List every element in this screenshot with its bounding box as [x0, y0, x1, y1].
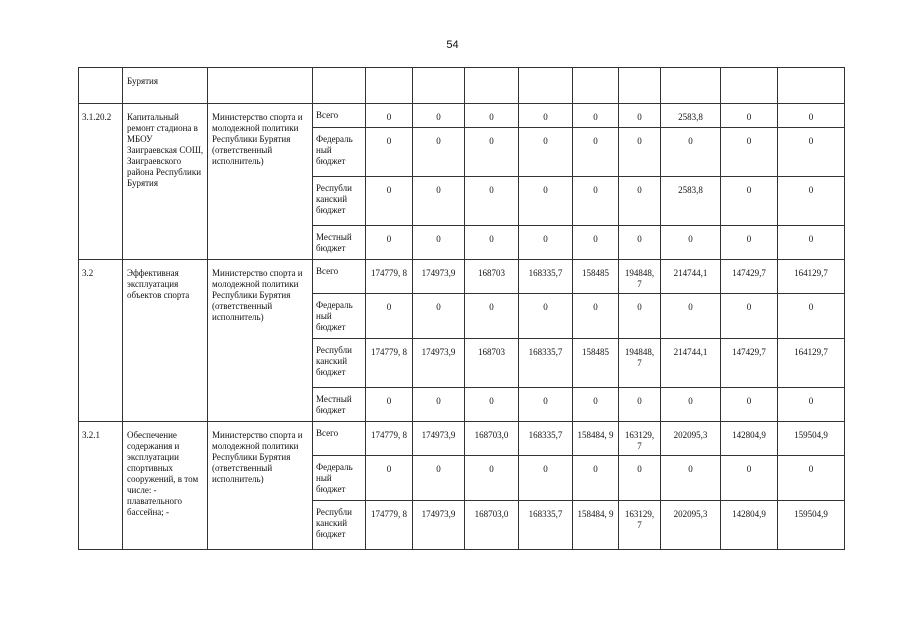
value-cell: 158485 — [573, 339, 619, 388]
value-cell: 174973,9 — [413, 422, 465, 456]
value-cell: 0 — [721, 128, 778, 177]
value-cell: 0 — [465, 456, 519, 501]
value-cell: 2583,8 — [661, 104, 721, 128]
table-cell — [619, 68, 661, 104]
value-cell: 2583,8 — [661, 177, 721, 226]
value-cell: 0 — [465, 226, 519, 260]
value-cell: 174779, 8 — [366, 422, 413, 456]
value-cell: 174779, 8 — [366, 260, 413, 294]
name-cell: Обеспечение содержания и эксплуатации спортивных сооружений, в том числе: - плавательного бассейна; - — [123, 422, 208, 550]
page-number: 54 — [446, 39, 459, 51]
value-cell: 0 — [778, 456, 845, 501]
value-cell: 0 — [619, 456, 661, 501]
value-cell: 158484, 9 — [573, 422, 619, 456]
value-cell: 0 — [413, 104, 465, 128]
value-cell: 0 — [721, 226, 778, 260]
table-row — [79, 260, 845, 294]
table-row — [79, 422, 845, 456]
value-cell: 158485 — [573, 260, 619, 294]
value-cell: 168703 — [465, 339, 519, 388]
value-cell: 168335,7 — [519, 339, 573, 388]
budget-label-cell: Всего — [313, 422, 366, 456]
table-cell — [79, 68, 123, 104]
name-cell: Капитальный ремонт стадиона в МБОУ Заиграевская СОШ, Заиграевского района Республики Бурятия — [123, 104, 208, 260]
value-cell: 0 — [661, 388, 721, 422]
value-cell: 159504,9 — [778, 422, 845, 456]
value-cell: 0 — [519, 104, 573, 128]
value-cell: 0 — [519, 177, 573, 226]
value-cell: 0 — [413, 177, 465, 226]
value-cell: 0 — [465, 104, 519, 128]
value-cell: 0 — [366, 388, 413, 422]
value-cell: 174973,9 — [413, 339, 465, 388]
table-cell — [313, 68, 366, 104]
value-cell: 0 — [573, 456, 619, 501]
name-cell: Эффективная эксплуатация объектов спорта — [123, 260, 208, 422]
value-cell: 0 — [721, 294, 778, 339]
value-cell: 168335,7 — [519, 501, 573, 550]
value-cell: 0 — [366, 226, 413, 260]
value-cell: 0 — [661, 294, 721, 339]
value-cell: 0 — [573, 177, 619, 226]
budget-label-cell: Федераль ный бюджет — [313, 294, 366, 339]
budget-label-cell: Федераль ный бюджет — [313, 456, 366, 501]
value-cell: 164129,7 — [778, 339, 845, 388]
value-cell: 0 — [519, 388, 573, 422]
value-cell: 159504,9 — [778, 501, 845, 550]
value-cell: 0 — [366, 177, 413, 226]
value-cell: 0 — [413, 294, 465, 339]
value-cell: 0 — [465, 388, 519, 422]
value-cell: 0 — [413, 388, 465, 422]
value-cell: 142804,9 — [721, 501, 778, 550]
value-cell: 0 — [721, 456, 778, 501]
value-cell: 0 — [661, 226, 721, 260]
budget-label-cell: Республи канский бюджет — [313, 339, 366, 388]
value-cell: 174779, 8 — [366, 501, 413, 550]
value-cell: 0 — [619, 294, 661, 339]
value-cell: 0 — [721, 104, 778, 128]
value-cell: 0 — [519, 128, 573, 177]
value-cell: 163129, 7 — [619, 422, 661, 456]
value-cell: 174779, 8 — [366, 339, 413, 388]
code-cell: 3.1.20.2 — [79, 104, 123, 260]
value-cell: 0 — [573, 104, 619, 128]
value-cell: 0 — [619, 177, 661, 226]
value-cell: 0 — [465, 177, 519, 226]
budget-table — [78, 67, 845, 550]
budget-label-cell: Всего — [313, 104, 366, 128]
table-cell — [413, 68, 465, 104]
budget-label-cell: Местный бюджет — [313, 388, 366, 422]
value-cell: 214744,1 — [661, 339, 721, 388]
value-cell: 0 — [573, 388, 619, 422]
value-cell: 147429,7 — [721, 339, 778, 388]
budget-label-cell: Республи канский бюджет — [313, 501, 366, 550]
value-cell: 0 — [721, 177, 778, 226]
value-cell: 0 — [721, 388, 778, 422]
value-cell: 0 — [619, 226, 661, 260]
value-cell: 0 — [465, 128, 519, 177]
value-cell: 0 — [573, 128, 619, 177]
budget-label-cell: Местный бюджет — [313, 226, 366, 260]
value-cell: 0 — [778, 177, 845, 226]
table-row — [79, 68, 845, 104]
row-name-cell: Бурятия — [123, 68, 208, 104]
value-cell: 0 — [519, 456, 573, 501]
value-cell: 0 — [778, 104, 845, 128]
value-cell: 147429,7 — [721, 260, 778, 294]
value-cell: 0 — [573, 294, 619, 339]
value-cell: 0 — [661, 128, 721, 177]
value-cell: 0 — [619, 104, 661, 128]
table-cell — [366, 68, 413, 104]
table-cell — [661, 68, 721, 104]
value-cell: 194848, 7 — [619, 339, 661, 388]
value-cell: 202095,3 — [661, 501, 721, 550]
table-cell — [778, 68, 845, 104]
budget-label-cell: Республи канский бюджет — [313, 177, 366, 226]
value-cell: 0 — [778, 128, 845, 177]
executor-cell: Министерство спорта и молодежной политики Республики Бурятия (ответственный исполнитель) — [208, 422, 313, 550]
table-cell — [208, 68, 313, 104]
value-cell: 0 — [465, 294, 519, 339]
value-cell: 0 — [778, 294, 845, 339]
value-cell: 174973,9 — [413, 501, 465, 550]
value-cell: 168703,0 — [465, 422, 519, 456]
value-cell: 0 — [519, 294, 573, 339]
code-cell: 3.2.1 — [79, 422, 123, 550]
value-cell: 168335,7 — [519, 422, 573, 456]
value-cell: 0 — [778, 388, 845, 422]
value-cell: 0 — [413, 128, 465, 177]
table-cell — [465, 68, 519, 104]
budget-label-cell: Федераль ный бюджет — [313, 128, 366, 177]
value-cell: 0 — [413, 456, 465, 501]
value-cell: 202095,3 — [661, 422, 721, 456]
value-cell: 194848, 7 — [619, 260, 661, 294]
table-cell — [721, 68, 778, 104]
executor-cell: Министерство спорта и молодежной политики Республики Бурятия (ответственный исполнитель) — [208, 104, 313, 260]
value-cell: 0 — [413, 226, 465, 260]
value-cell: 0 — [366, 104, 413, 128]
value-cell: 142804,9 — [721, 422, 778, 456]
value-cell: 168335,7 — [519, 260, 573, 294]
code-cell: 3.2 — [79, 260, 123, 422]
value-cell: 0 — [661, 456, 721, 501]
value-cell: 0 — [519, 226, 573, 260]
value-cell: 0 — [366, 294, 413, 339]
table-row — [79, 104, 845, 128]
value-cell: 0 — [619, 128, 661, 177]
table-cell — [573, 68, 619, 104]
table-cell — [519, 68, 573, 104]
budget-label-cell: Всего — [313, 260, 366, 294]
value-cell: 163129, 7 — [619, 501, 661, 550]
value-cell: 158484, 9 — [573, 501, 619, 550]
value-cell: 0 — [366, 128, 413, 177]
value-cell: 214744,1 — [661, 260, 721, 294]
value-cell: 0 — [619, 388, 661, 422]
value-cell: 0 — [573, 226, 619, 260]
value-cell: 168703 — [465, 260, 519, 294]
value-cell: 0 — [778, 226, 845, 260]
executor-cell: Министерство спорта и молодежной политики Республики Бурятия (ответственный исполнитель) — [208, 260, 313, 422]
value-cell: 164129,7 — [778, 260, 845, 294]
value-cell: 168703,0 — [465, 501, 519, 550]
value-cell: 0 — [366, 456, 413, 501]
value-cell: 174973,9 — [413, 260, 465, 294]
